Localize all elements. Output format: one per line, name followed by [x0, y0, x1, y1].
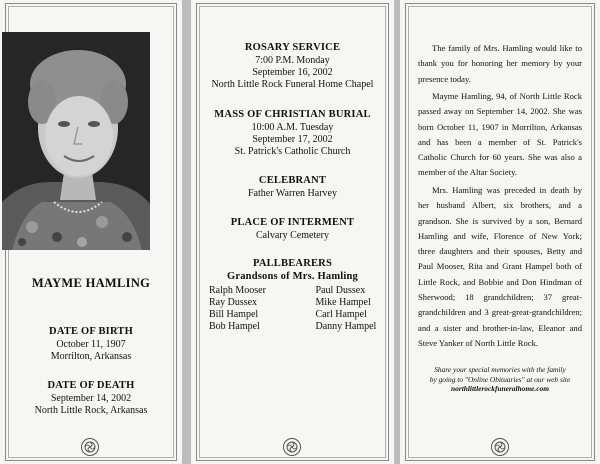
death-place: North Little Rock, Arkansas	[34, 405, 148, 416]
pallbearers-subheading: Grandsons of Mrs. Hamling	[226, 271, 358, 282]
pallbearer-name: Carl Hampel	[315, 309, 367, 320]
mass-heading: MASS OF CHRISTIAN BURIAL	[214, 109, 371, 120]
rose-emblem-icon	[490, 437, 510, 457]
share-line: by going to "Online Obituaries" at our web site	[429, 374, 571, 384]
pallbearer-name: Bob Hampel	[209, 321, 260, 332]
celebrant-name: Father Warren Harvey	[248, 188, 337, 199]
survivors-paragraph: Mrs. Hamling was preceded in death by her husband Albert, six brothers, and a grandson. She is survived by a son, Bernard Hamling and wife, Florence of New York; three daughters and their spouses, Betty and Paul Mooser, Rita and Grant Hampel both of Little Rock, and Bobbie and Don Hindman of Sherwood; 18 grandchildren; 37 great-grandchildren and 3 great-great-grandchildren; and a sister and brother-in-law, Eleanor and Steve Yanker of North Little Rock.	[418, 185, 582, 348]
death-heading: DATE OF DEATH	[47, 380, 135, 391]
mass-place: St. Patrick's Catholic Church	[234, 146, 351, 157]
birth-heading: DATE OF BIRTH	[49, 326, 133, 337]
thank-you-paragraph: The family of Mrs. Hamling would like to thank you for honoring her memory by your presence today.	[418, 43, 582, 84]
pallbearer-name: Bill Hampel	[209, 309, 259, 320]
deceased-name: MAYME HAMLING	[31, 276, 151, 290]
mass-date: September 17, 2002	[252, 134, 333, 145]
pallbearer-name: Mike Hampel	[315, 297, 371, 308]
rosary-time: 7:00 P.M. Monday	[255, 55, 330, 66]
pallbearers-heading: PALLBEARERS	[252, 258, 333, 269]
rosary-heading: ROSARY SERVICE	[244, 42, 341, 53]
rosary-place: North Little Rock Funeral Home Chapel	[211, 79, 374, 90]
interment-heading: PLACE OF INTERMENT	[230, 217, 355, 228]
mass-time: 10:00 A.M. Tuesday	[251, 122, 334, 133]
death-date: September 14, 2002	[50, 393, 132, 404]
pallbearer-name: Ralph Mooser	[209, 285, 266, 296]
rose-emblem-icon	[80, 437, 100, 457]
rosary-date: September 16, 2002	[252, 67, 333, 78]
pallbearer-name: Ray Dussex	[209, 297, 258, 308]
share-memories-note	[408, 365, 592, 394]
pallbearer-name: Danny Hampel	[315, 321, 377, 332]
right-panel	[400, 0, 600, 464]
rose-emblem-icon	[282, 437, 302, 457]
middle-panel	[191, 0, 394, 464]
portrait-photo	[2, 32, 150, 250]
portrait-image	[2, 32, 150, 250]
left-panel	[0, 0, 182, 464]
obituary-paragraph: Mayme Hamling, 94, of North Little Rock passed away on September 14, 2002. She was born October 11, 1907 in Morrilton, Arkansas and has been a member of St. Patrick's Catholic Church for 60 years. She was also a member of the Altar Society.	[418, 91, 582, 178]
interment-place: Calvary Cemetery	[255, 230, 330, 241]
share-line: Share your special memories with the family	[434, 365, 566, 374]
pallbearers-list	[191, 285, 394, 333]
website-link[interactable]: northlittlerockfuneralhome.com	[451, 384, 549, 393]
birth-place: Morrilton, Arkansas	[50, 351, 132, 362]
birth-date: October 11, 1907	[56, 339, 126, 350]
celebrant-heading: CELEBRANT	[258, 175, 327, 186]
pallbearer-name: Paul Dussex	[315, 285, 366, 296]
